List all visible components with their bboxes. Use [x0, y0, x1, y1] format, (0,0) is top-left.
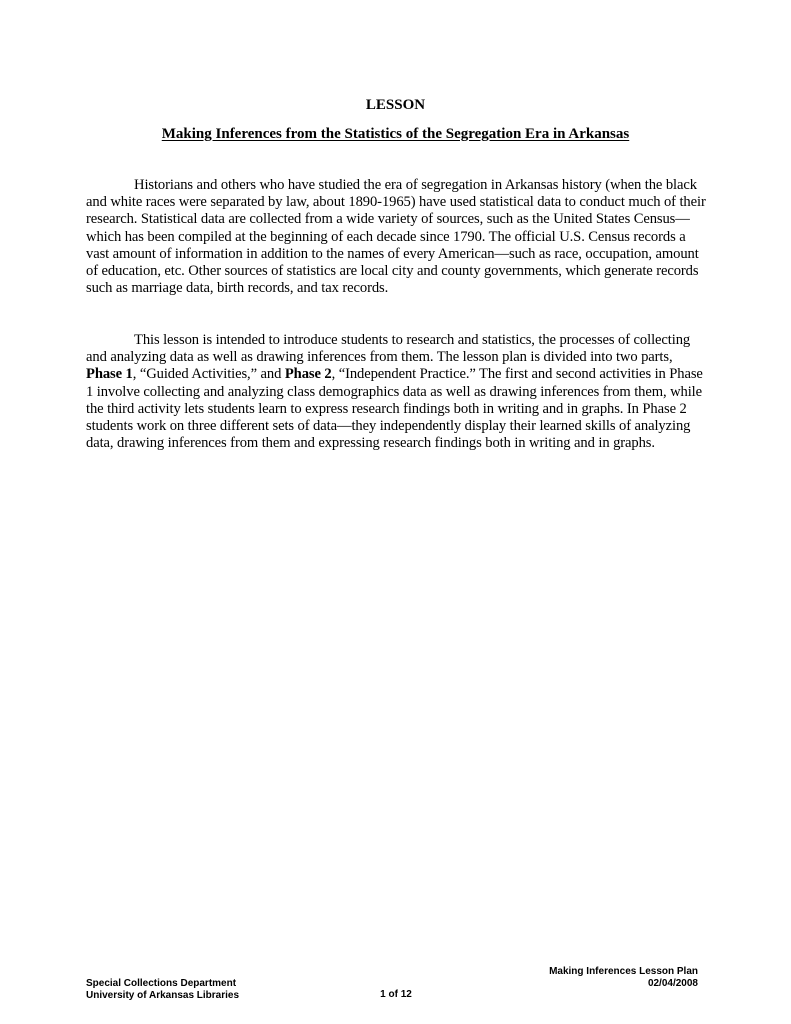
footer-document-info: [470, 966, 698, 990]
paragraph-2-part-2: , “Guided Activities,” and: [132, 366, 285, 383]
footer-institution: [86, 978, 239, 1002]
paragraph-1-text: Historians and others who have studied the era of segregation in Arkansas history (when the black and white races were separated by law, about 1890-1965) have used statistical data to conduct much of their research. Statistical data are collected from a wide variety of sources, such as the United States Census—which has been compiled at the beginning of each decade since 1790. The official U.S. Census records a vast amount of information in addition to the names of every American—such as race, occupation, amount of education, etc. Other sources of statistics are local city and county governments, which generate records such as marriage data, birth records, and tax records.: [86, 177, 706, 297]
lesson-title: Making Inferences from the Statistics of the Segregation Era in Arkansas: [161, 126, 630, 142]
footer-department: Special Collections Department: [86, 978, 237, 989]
lesson-heading: LESSON: [365, 97, 426, 113]
footer-page-number: 1 of 12: [380, 989, 412, 1000]
footer-library: University of Arkansas Libraries: [86, 990, 240, 1001]
footer-date: 02/04/2008: [647, 978, 698, 989]
footer-plan-title: Making Inferences Lesson Plan: [549, 966, 698, 977]
paragraph-2-part-3: , “Independent Practice.” The first and second activities in Phase 1 involve collecting and analyzing class demographics data as well as drawing inferences from them, while the third activity lets students learn to express research findings both in writing and in graphs. In Phase 2 students work on three different sets of data—they independently display their learned skills of analyzing data, drawing inferences from them and expressing research findings both in writing and in graphs.: [86, 366, 703, 452]
paragraph-2-part-1: This lesson is intended to introduce students to research and statistics, the processes of collecting and analyzing data as well as drawing inferences from them. The lesson plan is divided into two parts,: [86, 332, 691, 366]
lesson-overview-paragraph: [86, 332, 706, 452]
intro-paragraph: [86, 177, 706, 297]
phase-1-label: Phase 1: [86, 366, 133, 383]
phase-2-label: Phase 2: [284, 366, 332, 383]
paragraph-2-text: [86, 332, 706, 452]
